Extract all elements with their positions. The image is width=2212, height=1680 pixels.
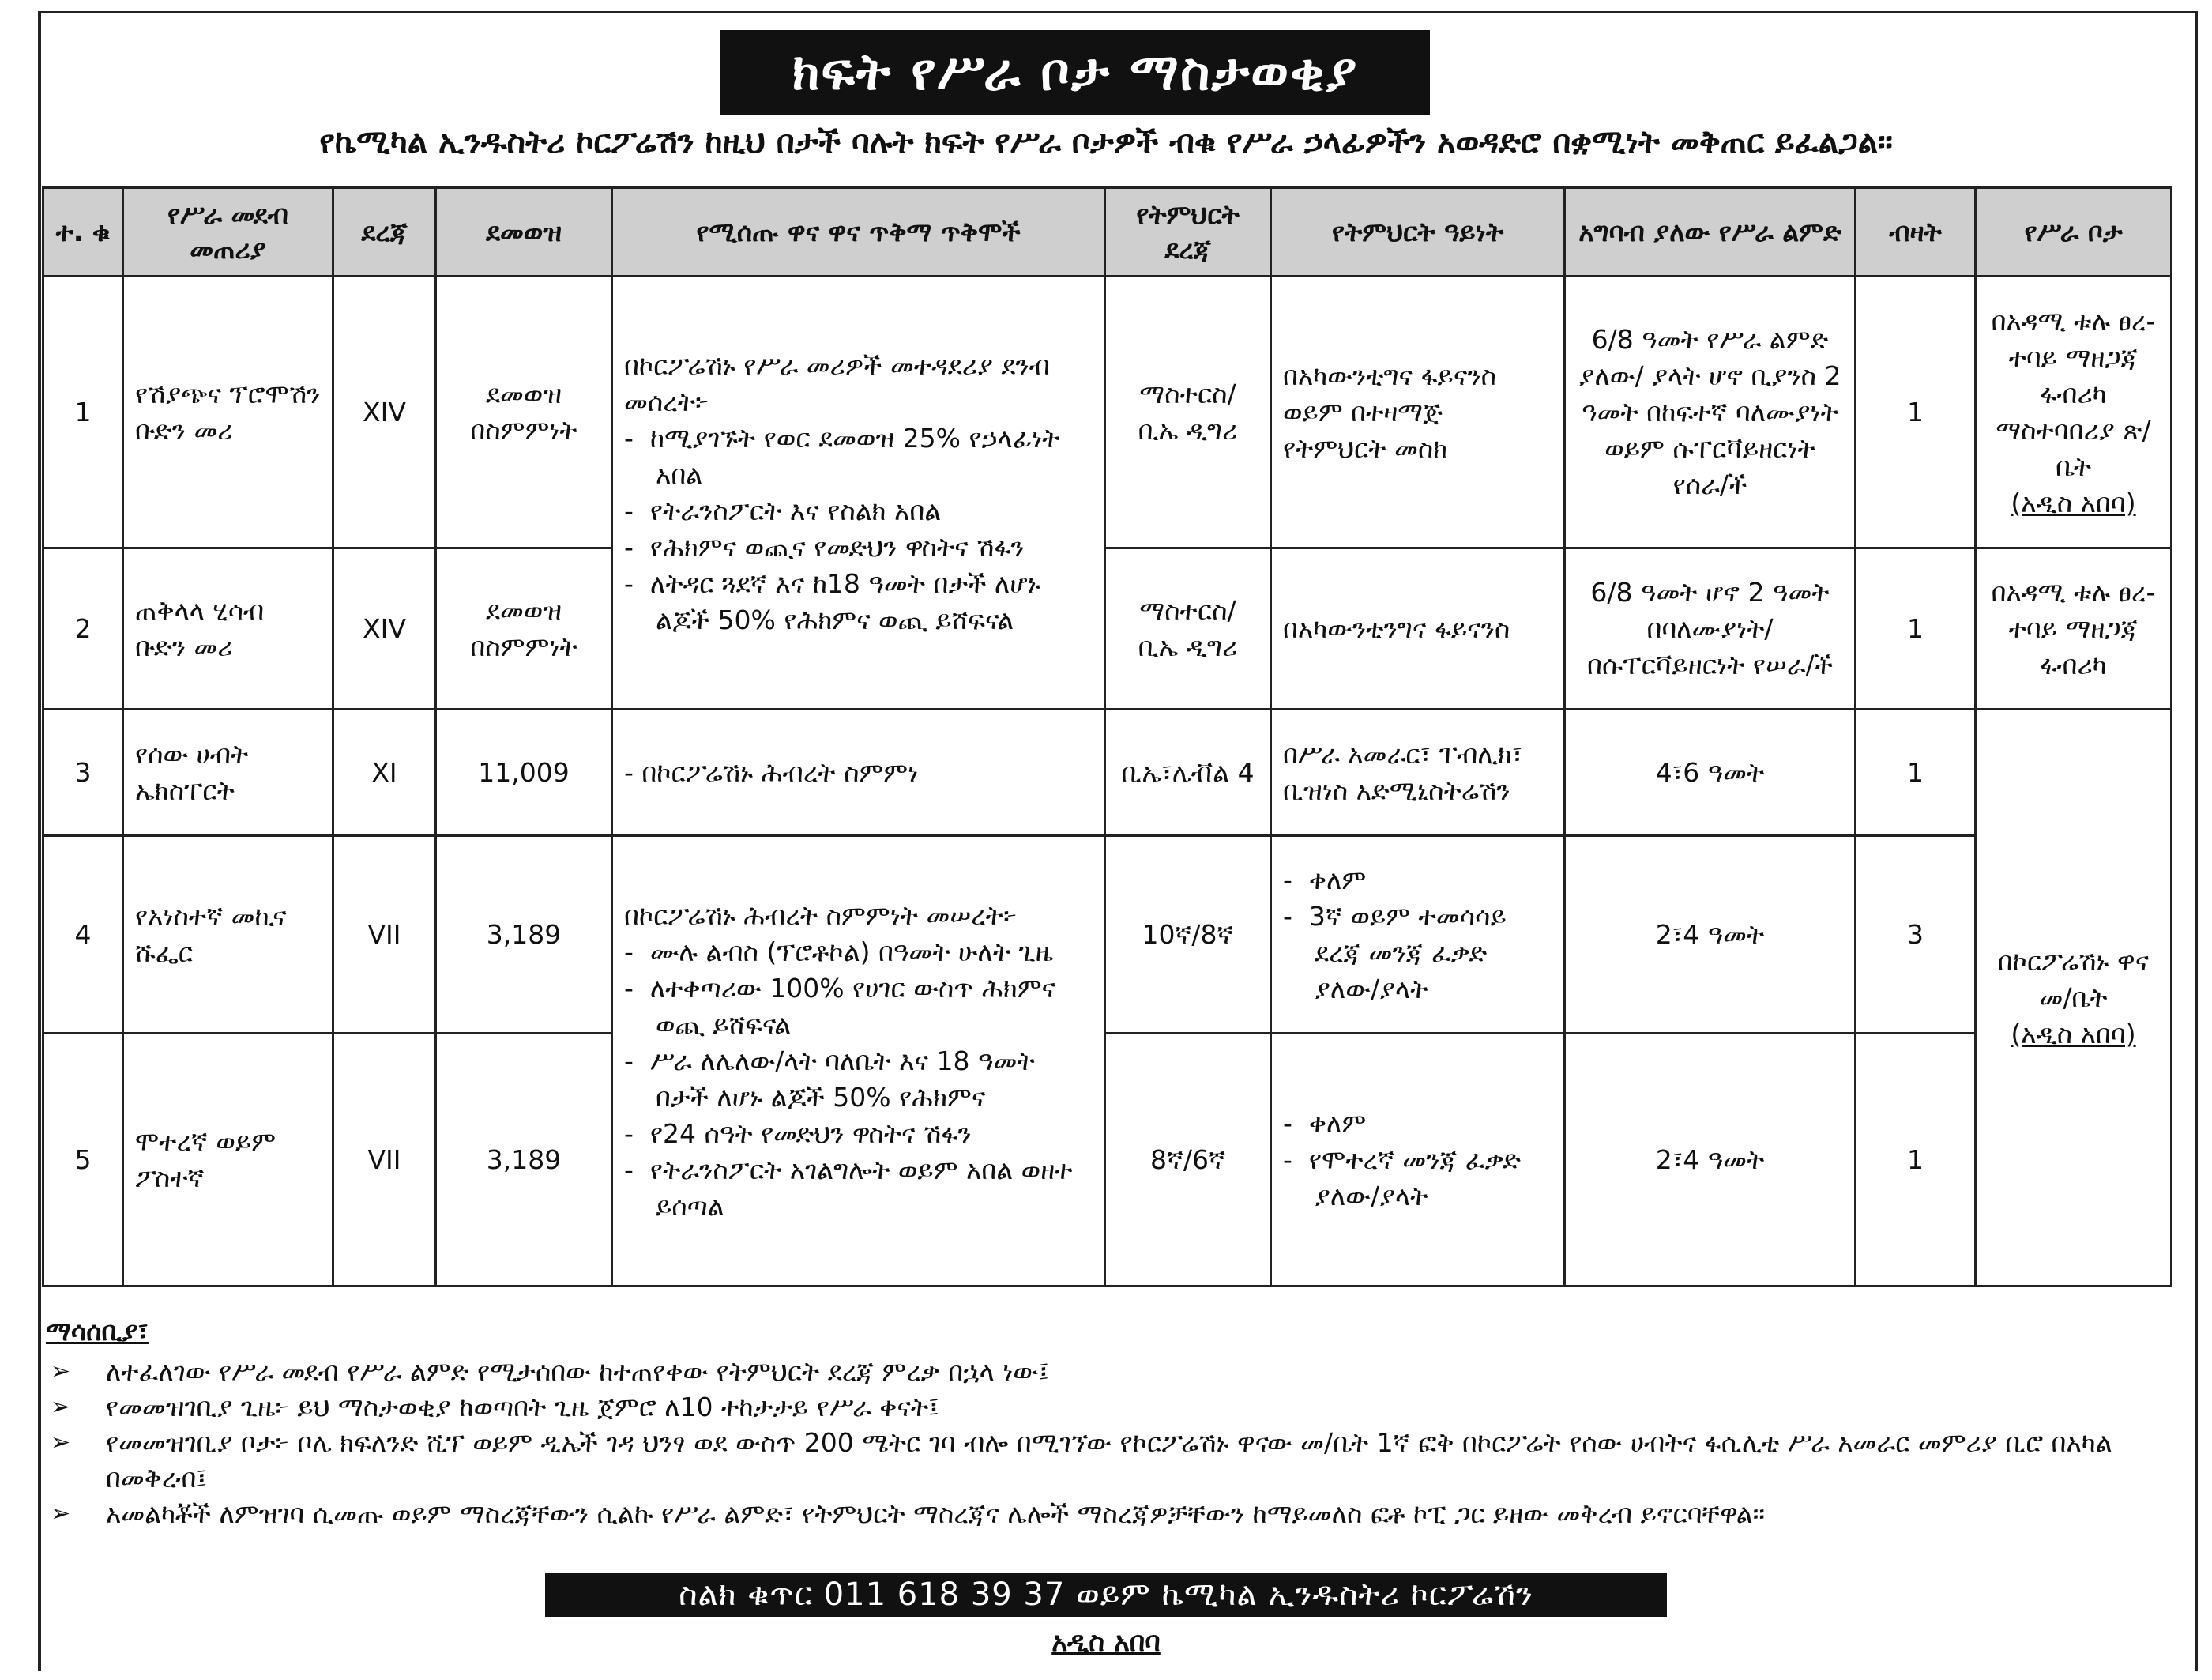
note-item: ➢ የመመዝገቢያ ጊዜ፦ ይህ ማስታወቂያ ከወጣበት ጊዜ ጀምሮ ለ10 ተከታታይ የሥራ ቀናት፤: [46, 1389, 2171, 1425]
row-edu-level: ማስተርስ/ ቢኤ ዲግሪ: [1105, 548, 1271, 710]
row-experience: 2፣4 ዓመት: [1565, 1034, 1856, 1286]
row-title: የሰው ሀብት ኤክስፐርት: [123, 710, 333, 836]
row-edu-type: በሥራ አመራር፣ ፐብሊክ፣ ቢዝነስ አድሚኒስትሬሽን: [1271, 710, 1565, 836]
row-edu-type: በአካውንቲንግና ፋይናንስ: [1271, 548, 1565, 710]
header-benefits: የሚሰጡ ዋና ዋና ጥቅማ ጥቅሞች: [612, 188, 1105, 277]
row-salary: 3,189: [436, 1034, 612, 1286]
row-qty: 1: [1856, 1034, 1976, 1286]
table-row: [43, 836, 2172, 1034]
footer-city: አዲስ አበባ: [1051, 1626, 1161, 1658]
row-experience: 4፣6 ዓመት: [1565, 710, 1856, 836]
row-title: የሽያጭና ፕሮሞሽን ቡድን መሪ: [123, 277, 333, 548]
note-item: ➢ የመመዝገቢያ ቦታ፦ ቦሌ ክፍለንድ ሺፕ ወይም ዲኤች ገዳ ህንፃ ወደ ውስጥ 200 ሜትር ገባ ብሎ በሚገኘው የኮርፖሬሽኑ ዋናው መ/ቤት 1ኛ ፎቅ በኮርፖሬት የሰው ሀብትና ፋሲሊቲ ሥራ አመራር መምሪያ ቢሮ በአካል በመቅረብ፤: [46, 1425, 2171, 1496]
row-title: የአነስተኛ መኪና ሹፌር: [123, 836, 333, 1034]
notes-heading: ማሳሰቢያ፣: [46, 1316, 149, 1347]
header-title: የሥራ መደብ መጠሪያ: [123, 188, 333, 277]
table-header-row: [43, 188, 2172, 277]
table-row: [43, 710, 2172, 836]
row-experience: 2፣4 ዓመት: [1565, 836, 1856, 1034]
arrow-bullet-icon: ➢: [51, 1500, 71, 1527]
row-edu-type: - ቀለም - 3ኛ ወይም ተመሳሳይ ደረጃ መንጃ ፈቃድ ያለው/ያላት: [1271, 836, 1565, 1034]
row-edu-type: በአካውንቲግና ፋይናንስ ወይም በተዛማጅ የትምህርት መስክ: [1271, 277, 1565, 548]
header-grade: ደረጃ: [333, 188, 436, 277]
header-no: ተ. ቁ: [43, 188, 123, 277]
intro-statement: የኬሚካል ኢንዱስትሪ ኮርፖሬሽን ከዚህ በታች ባሉት ክፍት የሥራ ቦታዎች ብቁ የሥራ ኃላፊዎችን አወዳድሮ በቋሚነት መቅጠር ይፈልጋል።: [319, 124, 1893, 160]
notes-section: [46, 1313, 2171, 1531]
row-experience: 6/8 ዓመት ሆኖ 2 ዓመት በባለሙያነት/ በሱፐርቫይዘርነት የሠራ/ች: [1565, 548, 1856, 710]
benefit-item: - የ24 ሰዓት የመድህን ዋስትና ሽፋን: [624, 1117, 972, 1149]
row-salary: 3,189: [436, 836, 612, 1034]
benefit-item: - የሕክምና ወጪና የመድህን ዋስትና ሽፋን: [624, 531, 1025, 563]
row-edu-level: 10ኛ/8ኛ: [1105, 836, 1271, 1034]
row-no: 3: [43, 710, 123, 836]
row-benefits: - በኮርፖሬሽኑ ሕብረት ስምምነ: [612, 710, 1105, 836]
table-row: [43, 1034, 2172, 1286]
row-title: ሞተረኛ ወይም ፖስተኛ: [123, 1034, 333, 1286]
row-salary: ደመወዝ በስምምነት: [436, 277, 612, 548]
note-item: ➢ አመልካቾች ለምዝገባ ሲመጡ ወይም ማስረጃቸውን ሲልኩ የሥራ ልምድ፣ የትምህርት ማስረጃና ሌሎች ማስረጃዎቻቸውን ከማይመለስ ፎቶ ኮፒ ጋር ይዘው መቅረብ ይኖርባቸዋል።: [46, 1496, 2171, 1531]
row-grade: XI: [333, 710, 436, 836]
arrow-bullet-icon: ➢: [51, 1358, 71, 1385]
row-edu-level: ቢኤ፣ሌቭል 4: [1105, 710, 1271, 836]
benefits-group-1: [612, 277, 1105, 710]
benefit-item: - የትራንስፖርት አገልግሎት ወይም አበል ወዘተ ይሰጣል: [624, 1154, 1073, 1222]
page-title-text: ክፍት የሥራ ቦታ ማስታወቂያ: [792, 43, 1359, 102]
contact-phone-line: ስልክ ቁጥር 011 618 39 37 ወይም ኬሚካል ኢንዱስትሪ ኮርፖሬሽን: [679, 1576, 1533, 1613]
row-location: በአዳሚ ቱሉ ፀረ-ተባይ ማዘጋጃ ፋብሪካ: [1976, 548, 2172, 710]
arrow-bullet-icon: ➢: [51, 1393, 71, 1421]
row-edu-level: 8ኛ/6ኛ: [1105, 1034, 1271, 1286]
page-title: [720, 30, 1430, 115]
benefit-item: - ሥራ ለሌለው/ላት ባለቤት እና 18 ዓመት በታች ለሆኑ ልጆች 50% የሕክምና: [624, 1045, 1035, 1113]
row-grade: VII: [333, 1034, 436, 1286]
row-grade: XIV: [333, 277, 436, 548]
row-qty: 1: [1856, 710, 1976, 836]
row-edu-level: ማስተርስ/ ቢኤ ዲግሪ: [1105, 277, 1271, 548]
row-experience: 6/8 ዓመት የሥራ ልምድ ያለው/ ያላት ሆኖ ቢያንስ 2 ዓመት በከፍተኛ ባለሙያነት ወይም ሱፐርቫይዘርነት የሰራ/ች: [1565, 277, 1856, 548]
benefit-item: - ሙሉ ልብስ (ፕሮቶኮል) በዓመት ሁለት ጊዜ: [624, 936, 1054, 967]
arrow-bullet-icon: ➢: [51, 1429, 71, 1456]
benefit-item: - የትራንስፖርት እና የስልክ አበል: [624, 495, 942, 526]
header-qty: ብዛት: [1856, 188, 1976, 277]
row-no: 5: [43, 1034, 123, 1286]
header-experience: አግባብ ያለው የሥራ ልምድ: [1565, 188, 1856, 277]
header-edu-type: የትምህርት ዓይነት: [1271, 188, 1565, 277]
location-city: (አዲስ አበባ): [2011, 487, 2136, 518]
header-location: የሥራ ቦታ: [1976, 188, 2172, 277]
location-city: (አዲስ አበባ): [2011, 1018, 2136, 1049]
benefit-item: - ለትዳር ጓደኛ እና ከ18 ዓመት በታች ለሆኑ ልጆች 50% የሕክምና ወጪ ይሸፍናል: [624, 567, 1040, 635]
header-edu-level: የትምህርት ደረጃ: [1105, 188, 1271, 277]
table-row: [43, 548, 2172, 710]
row-title: ጠቅላላ ሂሳብ ቡድን መሪ: [123, 548, 333, 710]
benefit-item: - ለተቀጣሪው 100% የሀገር ውስጥ ሕክምና ወጪ ይሸፍናል: [624, 972, 1056, 1040]
benefit-item: - ከሚያገኙት የወር ደመወዝ 25% የኃላፊነት አበል: [624, 422, 1060, 490]
contact-bar: [545, 1573, 1667, 1617]
row-qty: 1: [1856, 548, 1976, 710]
row-grade: XIV: [333, 548, 436, 710]
row-location: በኮርፖሬሽኑ ዋና መ/ቤት (አዲስ አበባ): [1976, 710, 2172, 1286]
row-grade: VII: [333, 836, 436, 1034]
row-salary: 11,009: [436, 710, 612, 836]
header-salary: ደመወዝ: [436, 188, 612, 277]
vacancy-table: [42, 186, 2172, 1287]
row-location: በአዳሚ ቱሉ ፀረ-ተባይ ማዘጋጃ ፋብሪካ ማስተባበሪያ ጽ/ቤት (አዲስ አበባ): [1976, 277, 2172, 548]
benefits-intro: በኮርፖሬሽኑ ሕብረት ስምምነት መሠረት፦: [624, 899, 1018, 931]
row-no: 1: [43, 277, 123, 548]
table-row: [43, 277, 2172, 548]
row-qty: 3: [1856, 836, 1976, 1034]
row-edu-type: - ቀለም - የሞተረኛ መንጃ ፈቃድ ያለው/ያላት: [1271, 1034, 1565, 1286]
row-salary: ደመወዝ በስምምነት: [436, 548, 612, 710]
row-no: 2: [43, 548, 123, 710]
row-qty: 1: [1856, 277, 1976, 548]
row-no: 4: [43, 836, 123, 1034]
benefits-group-2: [612, 836, 1105, 1286]
note-item: ➢ ለተፈለገው የሥራ መደብ የሥራ ልምድ የሚታሰበው ከተጠየቀው የትምህርት ደረጃ ምረቃ በኋላ ነው፤: [46, 1354, 2171, 1389]
benefits-intro: በኮርፖሬሽኑ የሥራ መሪዎች መተዳደሪያ ደንብ መሰረት፦: [624, 349, 1050, 417]
